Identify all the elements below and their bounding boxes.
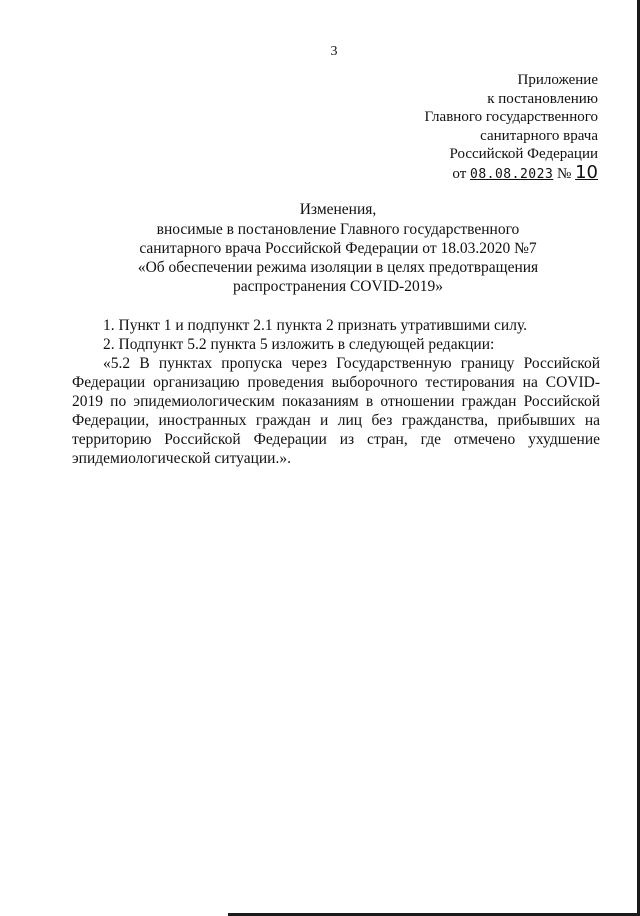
appendix-line: Главного государственного [424, 109, 598, 125]
handwritten-date: 08.08.2023 [470, 166, 554, 182]
page-number: 3 [330, 44, 338, 59]
body-paragraph: «5.2 В пунктах пропуска через Государственную границу Российской Федерации организацию проведения выборочного тестирования на COVID-2019 по эпидемиологическим показаниям в отношении граждан Российской Федерации, иностранных граждан и лиц без гражданства, прибывших на территорию Российской Федерации из стран, где отмечено ухудшение эпидемиологической ситуации.». [72, 355, 600, 467]
document-body [72, 316, 600, 468]
appendix-line: Российской Федерации [449, 146, 598, 162]
document-title [60, 200, 616, 296]
title-line: санитарного врача Российской Федерации от 18.03.2020 №7 [139, 240, 537, 257]
handwritten-number: 10 [575, 161, 598, 183]
body-paragraph: 1. Пункт 1 и подпункт 2.1 пункта 2 признать утратившими силу. [103, 317, 528, 334]
title-line: вносимые в постановление Главного государственного [156, 221, 520, 238]
number-label: № [557, 165, 572, 182]
appendix-line: Приложение [517, 72, 598, 88]
body-paragraph: 2. Подпункт 5.2 пункта 5 изложить в следующей редакции: [103, 336, 495, 353]
date-prefix: от [452, 165, 467, 182]
appendix-date-line [425, 161, 598, 185]
appendix-header [425, 71, 598, 184]
appendix-line: к постановлению [487, 90, 598, 107]
title-line: «Об обеспечении режима изоляции в целях предотвращения [137, 259, 539, 276]
title-line: Изменения, [299, 201, 377, 218]
appendix-line: санитарного врача [480, 127, 598, 144]
title-line: распространения COVID-2019» [233, 278, 443, 295]
